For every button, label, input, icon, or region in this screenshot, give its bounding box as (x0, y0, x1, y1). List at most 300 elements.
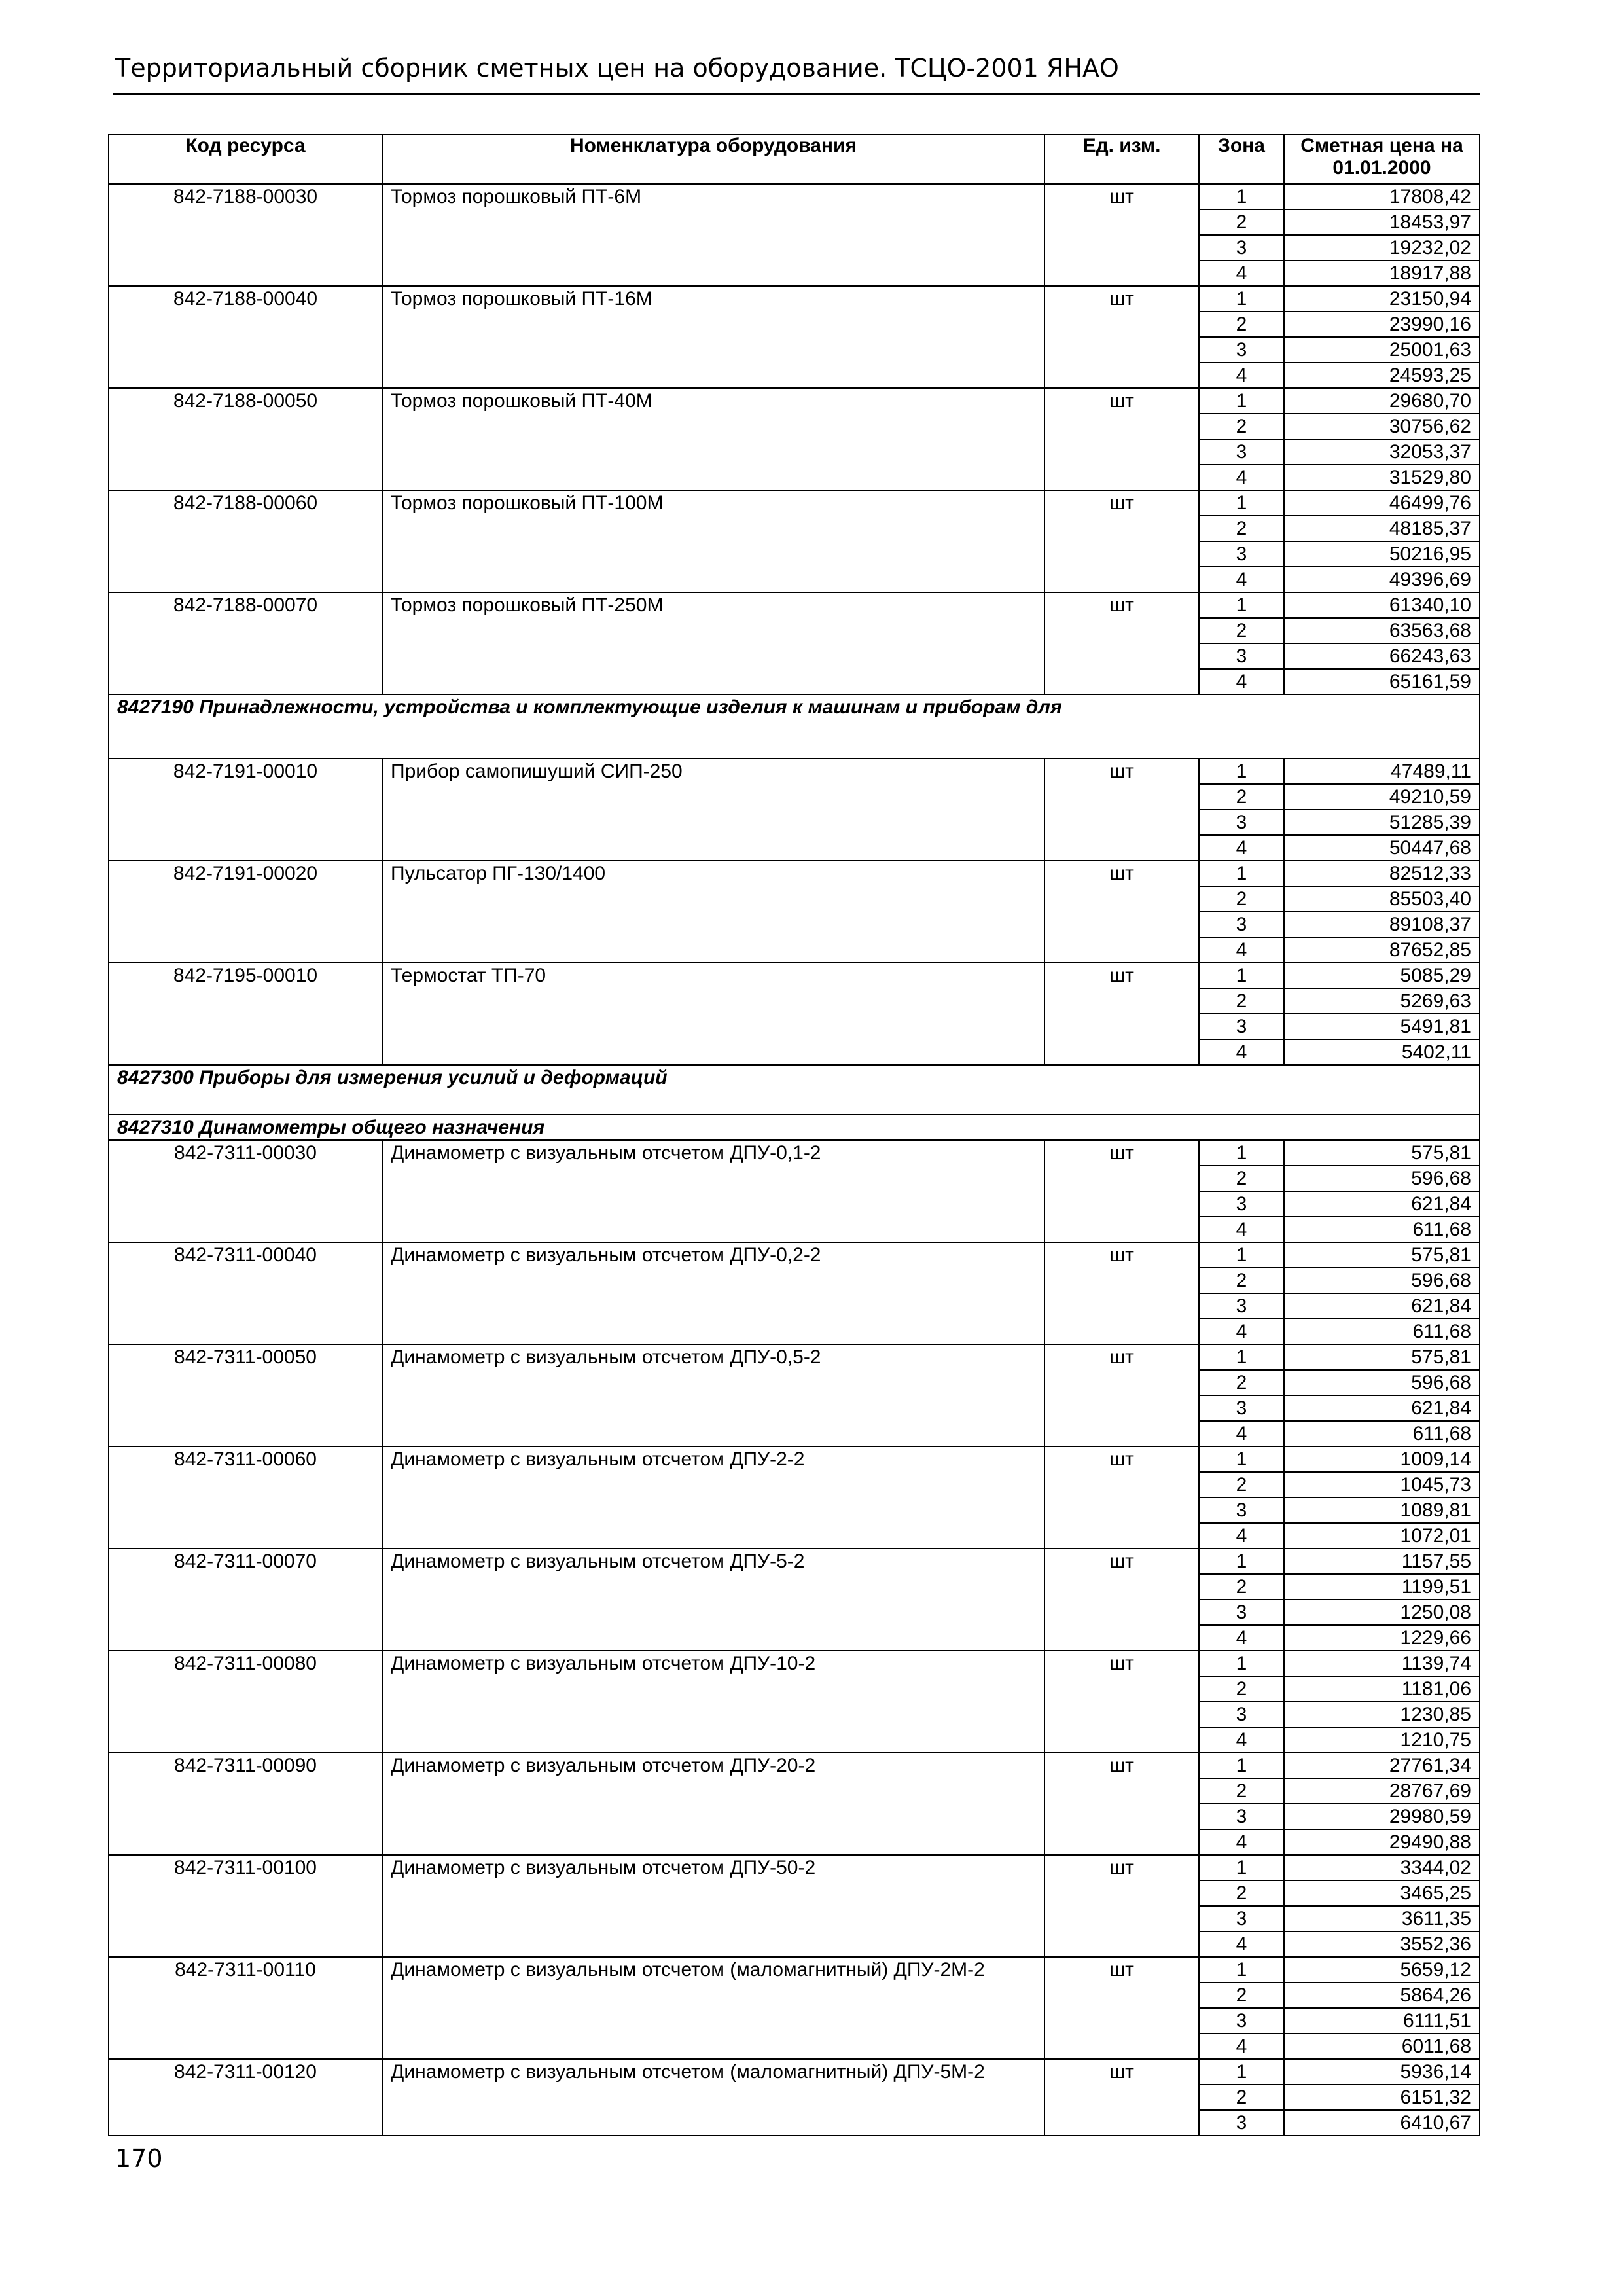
table-row-zone (109, 516, 1480, 541)
price: 49210,59 (1284, 784, 1480, 810)
resource-code (109, 1880, 382, 1906)
unit (1044, 2034, 1199, 2059)
price: 85503,40 (1284, 886, 1480, 912)
unit (1044, 643, 1199, 669)
resource-code: 842-7311-00080 (109, 1651, 382, 1676)
table-row-zone (109, 337, 1480, 363)
zone: 3 (1199, 1498, 1284, 1523)
equipment-name (382, 1625, 1044, 1651)
table-row-zone (109, 1014, 1480, 1039)
table-row-zone (109, 1217, 1480, 1242)
equipment-name: Прибор самопишуший СИП-250 (382, 759, 1044, 784)
equipment-name (382, 414, 1044, 439)
unit: шт (1044, 592, 1199, 618)
equipment-name (382, 1014, 1044, 1039)
resource-code: 842-7311-00040 (109, 1242, 382, 1268)
price: 5085,29 (1284, 963, 1480, 988)
price: 3611,35 (1284, 1906, 1480, 1931)
unit (1044, 912, 1199, 937)
resource-code (109, 567, 382, 592)
table-row-zone (109, 2110, 1480, 2136)
zone: 2 (1199, 209, 1284, 235)
zone: 3 (1199, 1014, 1284, 1039)
price: 621,84 (1284, 1191, 1480, 1217)
page-number: 170 (115, 2144, 163, 2173)
section-row (109, 694, 1480, 759)
price: 6151,32 (1284, 2085, 1480, 2110)
equipment-name (382, 541, 1044, 567)
price: 29490,88 (1284, 1829, 1480, 1855)
unit: шт (1044, 963, 1199, 988)
equipment-name: Тормоз порошковый ПТ-100М (382, 490, 1044, 516)
zone: 1 (1199, 1242, 1284, 1268)
price: 50216,95 (1284, 541, 1480, 567)
table-row-zone (109, 1039, 1480, 1065)
unit: шт (1044, 286, 1199, 312)
table-body (109, 184, 1480, 2136)
header-zone: Зона (1199, 134, 1284, 184)
price: 27761,34 (1284, 1753, 1480, 1778)
equipment-name (382, 1370, 1044, 1395)
zone: 2 (1199, 618, 1284, 643)
zone: 1 (1199, 1344, 1284, 1370)
unit: шт (1044, 1446, 1199, 1472)
equipment-name (382, 1931, 1044, 1957)
table-row (109, 1549, 1480, 1574)
price: 575,81 (1284, 1140, 1480, 1166)
resource-code: 842-7188-00070 (109, 592, 382, 618)
table-row-zone (109, 1625, 1480, 1651)
table-row-zone (109, 1421, 1480, 1446)
table-row-zone (109, 1370, 1480, 1395)
zone: 3 (1199, 1906, 1284, 1931)
equipment-name (382, 516, 1044, 541)
price: 611,68 (1284, 1421, 1480, 1446)
zone: 3 (1199, 2110, 1284, 2136)
unit: шт (1044, 490, 1199, 516)
resource-code (109, 912, 382, 937)
table-row-zone (109, 1880, 1480, 1906)
zone: 1 (1199, 861, 1284, 886)
table-row-zone (109, 886, 1480, 912)
resource-code (109, 1727, 382, 1753)
price: 621,84 (1284, 1293, 1480, 1319)
equipment-name: Динамометр с визуальным отсчетом ДПУ-50-2 (382, 1855, 1044, 1880)
resource-code: 842-7311-00030 (109, 1140, 382, 1166)
resource-code (109, 1217, 382, 1242)
unit (1044, 209, 1199, 235)
unit (1044, 1293, 1199, 1319)
unit (1044, 1574, 1199, 1600)
equipment-name (382, 1600, 1044, 1625)
price: 621,84 (1284, 1395, 1480, 1421)
price: 3344,02 (1284, 1855, 1480, 1880)
resource-code (109, 810, 382, 835)
zone: 3 (1199, 1702, 1284, 1727)
resource-code (109, 1421, 382, 1446)
resource-code (109, 1778, 382, 1804)
price: 1157,55 (1284, 1549, 1480, 1574)
unit (1044, 1498, 1199, 1523)
unit (1044, 669, 1199, 694)
unit (1044, 1778, 1199, 1804)
unit (1044, 1319, 1199, 1344)
zone: 4 (1199, 1319, 1284, 1344)
resource-code (109, 516, 382, 541)
unit (1044, 1268, 1199, 1293)
price: 611,68 (1284, 1217, 1480, 1242)
zone: 4 (1199, 937, 1284, 963)
zone: 3 (1199, 235, 1284, 260)
price: 5659,12 (1284, 1957, 1480, 1982)
price: 1230,85 (1284, 1702, 1480, 1727)
resource-code (109, 414, 382, 439)
unit (1044, 1702, 1199, 1727)
equipment-name: Тормоз порошковый ПТ-6М (382, 184, 1044, 209)
unit: шт (1044, 1855, 1199, 1880)
equipment-name: Термостат ТП-70 (382, 963, 1044, 988)
resource-code (109, 1702, 382, 1727)
unit (1044, 2085, 1199, 2110)
resource-code: 842-7311-00110 (109, 1957, 382, 1982)
table-row-zone (109, 912, 1480, 937)
table-row-zone (109, 835, 1480, 861)
zone: 3 (1199, 2008, 1284, 2034)
zone: 3 (1199, 1293, 1284, 1319)
price: 1199,51 (1284, 1574, 1480, 1600)
equipment-name (382, 1268, 1044, 1293)
zone: 2 (1199, 516, 1284, 541)
resource-code (109, 2034, 382, 2059)
equipment-name (382, 1676, 1044, 1702)
table-row-zone (109, 988, 1480, 1014)
zone: 4 (1199, 2034, 1284, 2059)
table-row-zone (109, 567, 1480, 592)
price: 6410,67 (1284, 2110, 1480, 2136)
table-row-zone (109, 1395, 1480, 1421)
table-row-zone (109, 2085, 1480, 2110)
zone: 2 (1199, 784, 1284, 810)
price: 23990,16 (1284, 312, 1480, 337)
zone: 1 (1199, 1140, 1284, 1166)
unit: шт (1044, 759, 1199, 784)
zone: 1 (1199, 592, 1284, 618)
table-row-zone (109, 1982, 1480, 2008)
table-row-zone (109, 1906, 1480, 1931)
price: 18453,97 (1284, 209, 1480, 235)
price: 61340,10 (1284, 592, 1480, 618)
equipment-name (382, 1906, 1044, 1931)
price: 18917,88 (1284, 260, 1480, 286)
equipment-name (382, 1319, 1044, 1344)
subsection-heading: 8427310 Динамометры общего назначения (109, 1115, 1480, 1140)
zone: 4 (1199, 1829, 1284, 1855)
resource-code: 842-7311-00090 (109, 1753, 382, 1778)
price: 66243,63 (1284, 643, 1480, 669)
equipment-name: Динамометр с визуальным отсчетом (маломагнитный) ДПУ-5М-2 (382, 2059, 1044, 2085)
table-row (109, 490, 1480, 516)
equipment-name (382, 669, 1044, 694)
unit (1044, 516, 1199, 541)
zone: 4 (1199, 1523, 1284, 1549)
table-row-zone (109, 1931, 1480, 1957)
unit (1044, 1931, 1199, 1957)
zone: 3 (1199, 1804, 1284, 1829)
table-row-zone (109, 784, 1480, 810)
unit (1044, 618, 1199, 643)
unit (1044, 1523, 1199, 1549)
zone: 3 (1199, 643, 1284, 669)
resource-code (109, 1395, 382, 1421)
unit: шт (1044, 2059, 1199, 2085)
price: 82512,33 (1284, 861, 1480, 886)
header-unit: Ед. изм. (1044, 134, 1199, 184)
resource-code (109, 1676, 382, 1702)
equipment-name (382, 886, 1044, 912)
equipment-name (382, 2110, 1044, 2136)
zone: 2 (1199, 1880, 1284, 1906)
price: 5864,26 (1284, 1982, 1480, 2008)
price: 6111,51 (1284, 2008, 1480, 2034)
table-row (109, 592, 1480, 618)
resource-code (109, 209, 382, 235)
zone: 4 (1199, 1625, 1284, 1651)
equipment-name (382, 567, 1044, 592)
zone: 1 (1199, 1957, 1284, 1982)
price: 596,68 (1284, 1268, 1480, 1293)
unit (1044, 886, 1199, 912)
zone: 2 (1199, 1574, 1284, 1600)
unit: шт (1044, 1651, 1199, 1676)
equipment-name (382, 2034, 1044, 2059)
zone: 4 (1199, 1727, 1284, 1753)
equipment-name (382, 235, 1044, 260)
price: 46499,76 (1284, 490, 1480, 516)
unit (1044, 810, 1199, 835)
equipment-name: Динамометр с визуальным отсчетом (маломагнитный) ДПУ-2М-2 (382, 1957, 1044, 1982)
table-row-zone (109, 1574, 1480, 1600)
resource-code (109, 439, 382, 465)
unit (1044, 1600, 1199, 1625)
zone: 4 (1199, 1039, 1284, 1065)
zone: 4 (1199, 669, 1284, 694)
unit (1044, 1014, 1199, 1039)
unit (1044, 1472, 1199, 1498)
zone: 4 (1199, 1421, 1284, 1446)
resource-code: 842-7311-00070 (109, 1549, 382, 1574)
resource-code (109, 937, 382, 963)
zone: 3 (1199, 439, 1284, 465)
resource-code (109, 1906, 382, 1931)
unit (1044, 1421, 1199, 1446)
price: 32053,37 (1284, 439, 1480, 465)
unit (1044, 1727, 1199, 1753)
table-row-zone (109, 363, 1480, 388)
resource-code (109, 2110, 382, 2136)
price: 29980,59 (1284, 1804, 1480, 1829)
equipment-name (382, 312, 1044, 337)
zone: 1 (1199, 1446, 1284, 1472)
unit (1044, 1829, 1199, 1855)
major-section-heading: 8427300 Приборы для измерения усилий и деформаций (109, 1065, 1480, 1115)
resource-code (109, 2008, 382, 2034)
zone: 2 (1199, 886, 1284, 912)
table-row-zone (109, 810, 1480, 835)
zone: 1 (1199, 388, 1284, 414)
zone: 4 (1199, 835, 1284, 861)
zone: 2 (1199, 988, 1284, 1014)
zone: 4 (1199, 363, 1284, 388)
equipment-name (382, 1166, 1044, 1191)
unit (1044, 439, 1199, 465)
unit (1044, 312, 1199, 337)
resource-code (109, 1472, 382, 1498)
table-row (109, 1344, 1480, 1370)
unit (1044, 784, 1199, 810)
unit: шт (1044, 1344, 1199, 1370)
table-row (109, 388, 1480, 414)
unit (1044, 1906, 1199, 1931)
equipment-name (382, 1880, 1044, 1906)
price: 28767,69 (1284, 1778, 1480, 1804)
resource-code: 842-7311-00120 (109, 2059, 382, 2085)
unit (1044, 1395, 1199, 1421)
table-row-zone (109, 1804, 1480, 1829)
price: 5269,63 (1284, 988, 1480, 1014)
unit (1044, 1804, 1199, 1829)
equipment-name (382, 1523, 1044, 1549)
zone: 3 (1199, 1600, 1284, 1625)
resource-code (109, 1498, 382, 1523)
equipment-name: Динамометр с визуальным отсчетом ДПУ-5-2 (382, 1549, 1044, 1574)
table-row-zone (109, 1498, 1480, 1523)
table-header-row (109, 134, 1480, 184)
equipment-name: Тормоз порошковый ПТ-16М (382, 286, 1044, 312)
zone: 4 (1199, 465, 1284, 490)
equipment-name: Динамометр с визуальным отсчетом ДПУ-0,2-2 (382, 1242, 1044, 1268)
zone: 1 (1199, 1549, 1284, 1574)
resource-code: 842-7195-00010 (109, 963, 382, 988)
table-row-zone (109, 1676, 1480, 1702)
zone: 4 (1199, 1931, 1284, 1957)
equipment-name (382, 1395, 1044, 1421)
resource-code (109, 1370, 382, 1395)
equipment-name (382, 988, 1044, 1014)
zone: 2 (1199, 1268, 1284, 1293)
unit: шт (1044, 1957, 1199, 1982)
equipment-name: Пульсатор ПГ-130/1400 (382, 861, 1044, 886)
zone: 1 (1199, 1855, 1284, 1880)
resource-code (109, 1600, 382, 1625)
table-row (109, 963, 1480, 988)
page-header (113, 47, 1480, 95)
table-row-zone (109, 669, 1480, 694)
price: 596,68 (1284, 1166, 1480, 1191)
table-row-zone (109, 2008, 1480, 2034)
unit (1044, 1880, 1199, 1906)
price: 87652,85 (1284, 937, 1480, 963)
equipment-name (382, 937, 1044, 963)
resource-code (109, 312, 382, 337)
equipment-name (382, 1727, 1044, 1753)
table-row-zone (109, 1191, 1480, 1217)
price: 48185,37 (1284, 516, 1480, 541)
table-row-zone (109, 643, 1480, 669)
resource-code: 842-7191-00020 (109, 861, 382, 886)
zone: 3 (1199, 541, 1284, 567)
price: 1045,73 (1284, 1472, 1480, 1498)
resource-code: 842-7191-00010 (109, 759, 382, 784)
resource-code (109, 541, 382, 567)
page-title: Территориальный сборник сметных цен на оборудование. ТСЦО-2001 ЯНАО (115, 54, 1119, 82)
table-row (109, 759, 1480, 784)
table-row-zone (109, 465, 1480, 490)
price: 5491,81 (1284, 1014, 1480, 1039)
equipment-name (382, 1039, 1044, 1065)
table-row-zone (109, 1778, 1480, 1804)
resource-code (109, 1829, 382, 1855)
zone: 4 (1199, 260, 1284, 286)
unit (1044, 937, 1199, 963)
table-row (109, 286, 1480, 312)
equipment-name: Динамометр с визуальным отсчетом ДПУ-2-2 (382, 1446, 1044, 1472)
price: 50447,68 (1284, 835, 1480, 861)
resource-code (109, 260, 382, 286)
resource-code (109, 988, 382, 1014)
unit (1044, 1191, 1199, 1217)
resource-code (109, 1804, 382, 1829)
table-row (109, 184, 1480, 209)
table-row (109, 1140, 1480, 1166)
resource-code: 842-7188-00040 (109, 286, 382, 312)
table-row-zone (109, 312, 1480, 337)
price: 1089,81 (1284, 1498, 1480, 1523)
price: 89108,37 (1284, 912, 1480, 937)
price: 1181,06 (1284, 1676, 1480, 1702)
resource-code (109, 235, 382, 260)
zone: 2 (1199, 1982, 1284, 2008)
zone: 3 (1199, 337, 1284, 363)
zone: 1 (1199, 759, 1284, 784)
unit (1044, 541, 1199, 567)
unit: шт (1044, 1140, 1199, 1166)
equipment-name (382, 2008, 1044, 2034)
resource-code: 842-7311-00050 (109, 1344, 382, 1370)
unit: шт (1044, 861, 1199, 886)
price: 65161,59 (1284, 669, 1480, 694)
table-row-zone (109, 209, 1480, 235)
resource-code (109, 1039, 382, 1065)
table-row (109, 1651, 1480, 1676)
header-code: Код ресурса (109, 134, 382, 184)
price: 17808,42 (1284, 184, 1480, 209)
zone: 2 (1199, 1166, 1284, 1191)
resource-code (109, 1191, 382, 1217)
equipment-name (382, 1574, 1044, 1600)
resource-code (109, 465, 382, 490)
equipment-name (382, 439, 1044, 465)
table-row-zone (109, 414, 1480, 439)
unit (1044, 1166, 1199, 1191)
header-name: Номенклатура оборудования (382, 134, 1044, 184)
resource-code: 842-7188-00060 (109, 490, 382, 516)
equipment-name (382, 465, 1044, 490)
major-section-row (109, 1065, 1480, 1115)
equipment-name: Тормоз порошковый ПТ-40М (382, 388, 1044, 414)
unit (1044, 260, 1199, 286)
resource-code (109, 784, 382, 810)
table-row-zone (109, 1702, 1480, 1727)
